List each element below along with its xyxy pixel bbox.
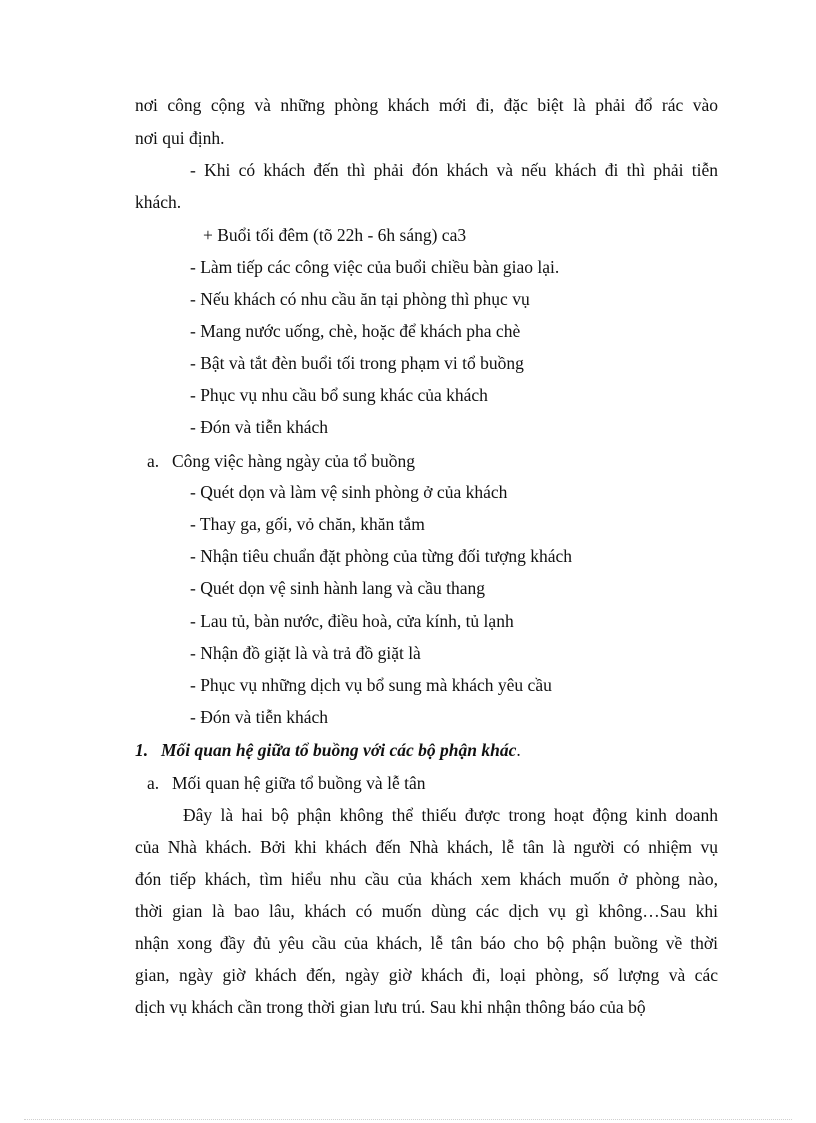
- page-bottom-rule: [24, 1119, 792, 1120]
- list-item: - Đón và tiễn khách: [190, 707, 329, 727]
- list-item: - Phục vụ những dịch vụ bổ sung mà khách yêu cầu: [190, 675, 552, 695]
- list-item: - Làm tiếp các công việc của buổi chiều bàn giao lại.: [190, 257, 560, 277]
- paragraph-line: dịch vụ khách cần trong thời gian lưu trú. Sau khi nhận thông báo của bộ: [135, 997, 646, 1017]
- body-line: nơi qui định.: [135, 128, 225, 148]
- section-number: 1.: [135, 740, 149, 760]
- paragraph-line: đón tiếp khách, tìm hiểu nhu cầu của khách xem khách muốn ở phòng nào,: [135, 869, 718, 889]
- section-title-end: .: [516, 740, 521, 760]
- paragraph-line: nhận xong đầy đủ yêu cầu của khách, lễ tân báo cho bộ phận buồng về thời: [135, 933, 718, 953]
- list-item: - Nhận đồ giặt là và trả đồ giặt là: [190, 643, 421, 663]
- section-title: Mối quan hệ giữa tổ buồng với các bộ phận khác: [161, 740, 517, 760]
- daily-work-heading: Công việc hàng ngày của tổ buồng: [172, 451, 416, 471]
- evening-shift-heading: + Buổi tối đêm (tõ 22h - 6h sáng) ca3: [203, 225, 467, 245]
- body-line: khách.: [135, 192, 182, 212]
- list-marker: a.: [147, 773, 160, 793]
- list-item: - Đón và tiễn khách: [190, 417, 329, 437]
- list-item: - Nếu khách có nhu cầu ăn tại phòng thì phục vụ: [190, 289, 530, 309]
- body-line: - Khi có khách đến thì phải đón khách và nếu khách đi thì phải tiễn: [190, 160, 718, 180]
- relation-heading: Mối quan hệ giữa tổ buồng và lễ tân: [172, 773, 426, 793]
- list-item: - Thay ga, gối, vỏ chăn, khăn tắm: [190, 514, 425, 534]
- list-marker: a.: [147, 451, 160, 471]
- list-item: - Nhận tiêu chuẩn đặt phòng của từng đối tượng khách: [190, 546, 573, 566]
- list-item: - Bật và tắt đèn buổi tối trong phạm vi tổ buồng: [190, 353, 524, 373]
- list-item: - Quét dọn vệ sinh hành lang và cầu thang: [190, 578, 485, 598]
- list-item: - Mang nước uống, chè, hoặc để khách pha chè: [190, 321, 521, 341]
- paragraph-line: Đây là hai bộ phận không thể thiếu được trong hoạt động kinh doanh: [183, 805, 718, 825]
- section-heading: [161, 740, 521, 760]
- paragraph-line: của Nhà khách. Bởi khi khách đến Nhà khách, lễ tân là người có nhiệm vụ: [135, 837, 718, 857]
- body-line: nơi công cộng và những phòng khách mới đi, đặc biệt là phải đổ rác vào: [135, 95, 718, 115]
- paragraph-line: gian, ngày giờ khách đến, ngày giờ khách đi, loại phòng, số lượng và các: [135, 965, 718, 985]
- list-item: - Phục vụ nhu cầu bổ sung khác của khách: [190, 385, 488, 405]
- paragraph-line: thời gian là bao lâu, khách có muốn dùng các dịch vụ gì không…Sau khi: [135, 901, 718, 921]
- list-item: - Lau tủ, bàn nước, điều hoà, cửa kính, tủ lạnh: [190, 611, 514, 631]
- list-item: - Quét dọn và làm vệ sinh phòng ở của khách: [190, 482, 508, 502]
